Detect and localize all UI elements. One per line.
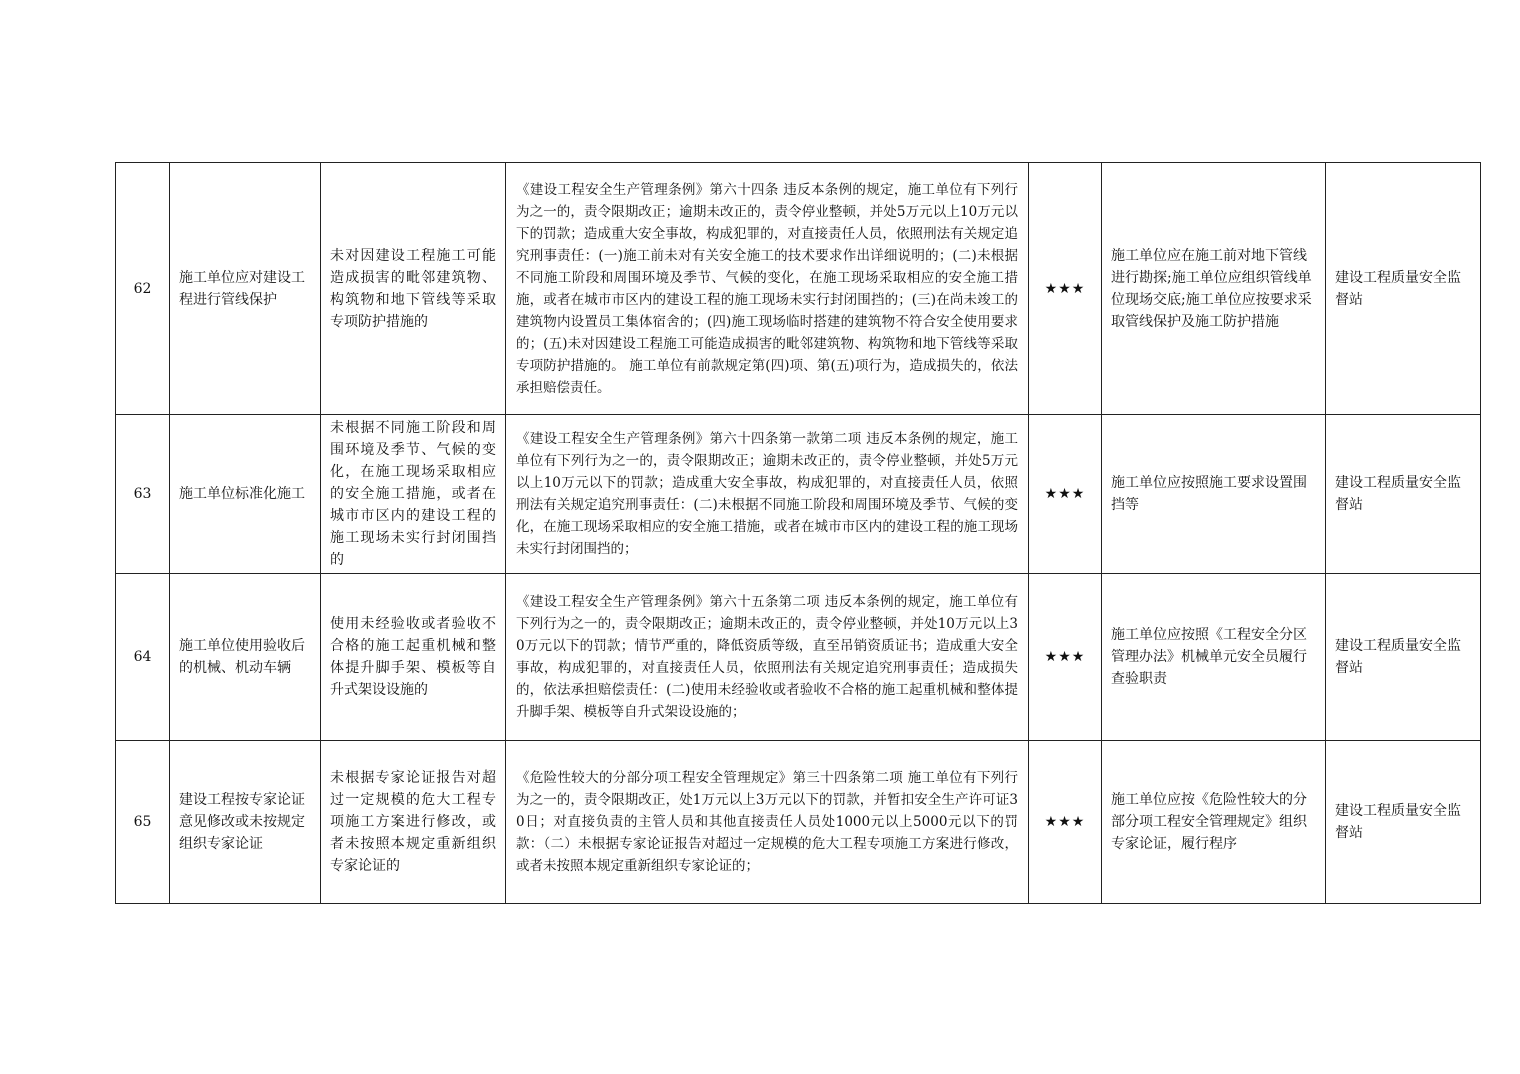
row-number: 63	[116, 415, 170, 574]
violation-behavior: 使用未经验收或者验收不合格的施工起重机械和整体提升脚手架、模板等自升式架设设施的	[321, 574, 506, 741]
risk-level-stars: ★★★	[1029, 574, 1102, 741]
legal-basis: 《建设工程安全生产管理条例》第六十四条 违反本条例的规定，施工单位有下列行为之一的，责令限期改正；逾期未改正的，责令停业整顿，并处5万元以上10万元以下的罚款；造成重大安全事故，构成犯罪的，对直接责任人员，依照刑法有关规定追究刑事责任：(一)施工前未对有关安全施工的技术要求作出详细说明的；(二)未根据不同施工阶段和周围环境及季节、气候的变化，在施工现场采取相应的安全施工措施，或者在城市市区内的建设工程的施工现场未实行封闭围挡的；(三)在尚未竣工的建筑物内设置员工集体宿舍的；(四)施工现场临时搭建的建筑物不符合安全使用要求的；(五)未对因建设工程施工可能造成损害的毗邻建筑物、构筑物和地下管线等采取专项防护措施的。 施工单位有前款规定第(四)项、第(五)项行为，造成损失的，依法承担赔偿责任。	[506, 163, 1029, 415]
violation-behavior: 未根据不同施工阶段和周围环境及季节、气候的变化，在施工现场采取相应的安全施工措施，或者在城市市区内的建设工程的施工现场未实行封闭围挡的	[321, 415, 506, 574]
check-item: 施工单位应对建设工程进行管线保护	[170, 163, 321, 415]
compliance-measure: 施工单位应按《危险性较大的分部分项工程安全管理规定》组织专家论证，履行程序	[1102, 741, 1326, 904]
responsible-department: 建设工程质量安全监督站	[1326, 574, 1481, 741]
compliance-measure: 施工单位应按照《工程安全分区管理办法》机械单元安全员履行查验职责	[1102, 574, 1326, 741]
compliance-measure: 施工单位应在施工前对地下管线进行勘探;施工单位应组织管线单位现场交底;施工单位应按要求采取管线保护及施工防护措施	[1102, 163, 1326, 415]
responsible-department: 建设工程质量安全监督站	[1326, 741, 1481, 904]
table-row	[116, 163, 1481, 415]
compliance-measure: 施工单位应按照施工要求设置围挡等	[1102, 415, 1326, 574]
check-item: 建设工程按专家论证意见修改或未按规定组织专家论证	[170, 741, 321, 904]
table-row	[116, 574, 1481, 741]
row-number: 64	[116, 574, 170, 741]
row-number: 62	[116, 163, 170, 415]
check-item: 施工单位标准化施工	[170, 415, 321, 574]
table-row	[116, 415, 1481, 574]
violation-behavior: 未对因建设工程施工可能造成损害的毗邻建筑物、构筑物和地下管线等采取专项防护措施的	[321, 163, 506, 415]
violation-behavior: 未根据专家论证报告对超过一定规模的危大工程专项施工方案进行修改，或者未按照本规定重新组织专家论证的	[321, 741, 506, 904]
risk-level-stars: ★★★	[1029, 163, 1102, 415]
responsible-department: 建设工程质量安全监督站	[1326, 415, 1481, 574]
row-number: 65	[116, 741, 170, 904]
legal-basis: 《危险性较大的分部分项工程安全管理规定》第三十四条第二项 施工单位有下列行为之一的，责令限期改正，处1万元以上3万元以下的罚款，并暂扣安全生产许可证30日；对直接负责的主管人员和其他直接责任人员处1000元以上5000元以下的罚款：（二）未根据专家论证报告对超过一定规模的危大工程专项施工方案进行修改，或者未按照本规定重新组织专家论证的；	[506, 741, 1029, 904]
table-row	[116, 741, 1481, 904]
risk-level-stars: ★★★	[1029, 741, 1102, 904]
regulation-table	[115, 162, 1481, 904]
legal-basis: 《建设工程安全生产管理条例》第六十四条第一款第二项 违反本条例的规定，施工单位有下列行为之一的，责令限期改正；逾期未改正的，责令停业整顿，并处5万元以上10万元以下的罚款；造成重大安全事故，构成犯罪的，对直接责任人员，依照刑法有关规定追究刑事责任：(二)未根据不同施工阶段和周围环境及季节、气候的变化，在施工现场采取相应的安全施工措施，或者在城市市区内的建设工程的施工现场未实行封闭围挡的；	[506, 415, 1029, 574]
responsible-department: 建设工程质量安全监督站	[1326, 163, 1481, 415]
risk-level-stars: ★★★	[1029, 415, 1102, 574]
check-item: 施工单位使用验收后的机械、机动车辆	[170, 574, 321, 741]
legal-basis: 《建设工程安全生产管理条例》第六十五条第二项 违反本条例的规定，施工单位有下列行为之一的，责令限期改正；逾期未改正的，责令停业整顿，并处10万元以上30万元以下的罚款；情节严重的，降低资质等级，直至吊销资质证书；造成重大安全事故，构成犯罪的，对直接责任人员，依照刑法有关规定追究刑事责任；造成损失的，依法承担赔偿责任：(二)使用未经验收或者验收不合格的施工起重机械和整体提升脚手架、模板等自升式架设设施的；	[506, 574, 1029, 741]
